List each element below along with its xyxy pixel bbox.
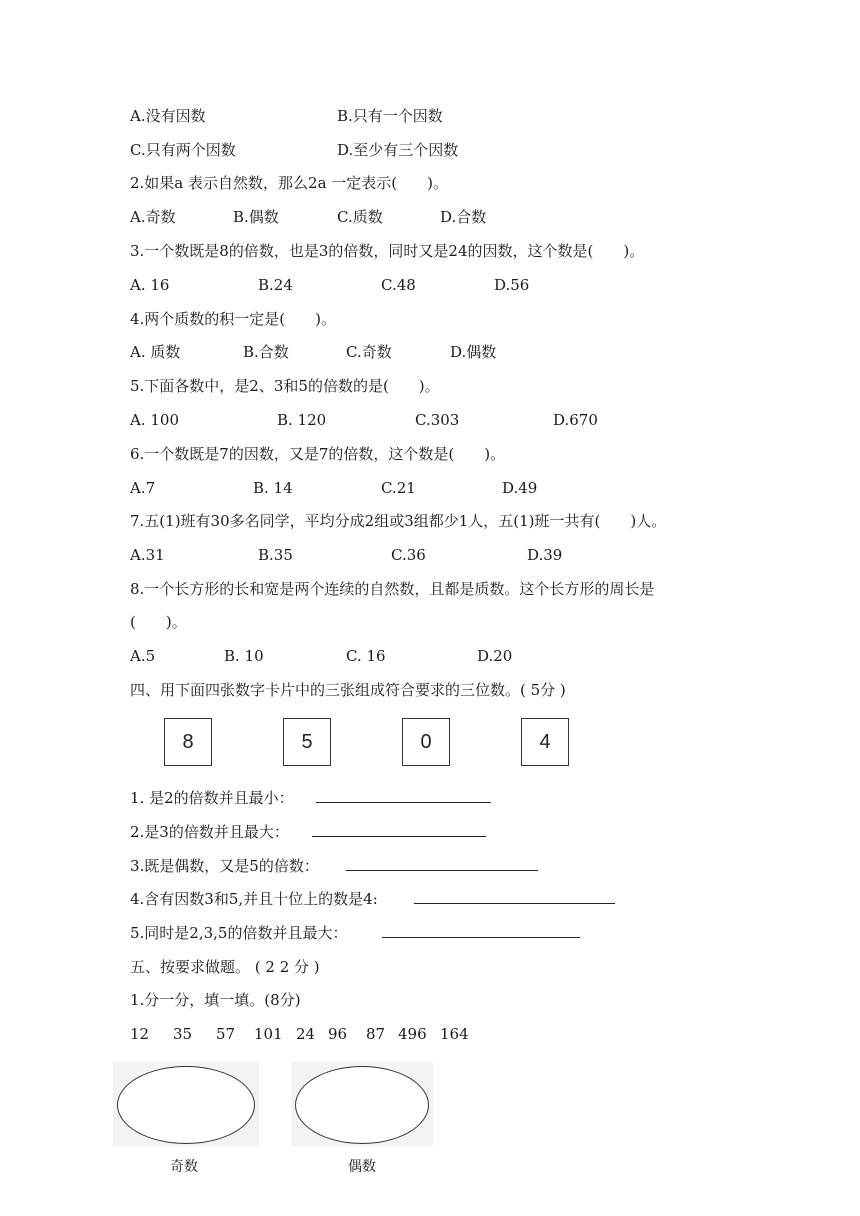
question-8-continued: ( )。 xyxy=(130,613,187,631)
q3-option-c: C.48 xyxy=(381,276,416,294)
q4-option-d: D.偶数 xyxy=(450,343,497,361)
q1-option-c: C.只有两个因数 xyxy=(130,141,236,159)
q1-option-b: B.只有一个因数 xyxy=(337,107,443,125)
number-item: 496 xyxy=(398,1025,427,1043)
q8-option-b: B. 10 xyxy=(224,647,264,665)
section-5-title: 五、按要求做题。 ( 2 2 分 ) xyxy=(130,958,320,976)
q2-option-d: D.合数 xyxy=(440,208,487,226)
digit-card-5: 5 xyxy=(283,718,331,766)
question-4: 4.两个质数的积一定是( )。 xyxy=(130,310,337,328)
number-item: 96 xyxy=(328,1025,348,1043)
q7-option-d: D.39 xyxy=(527,546,563,564)
q5-option-c: C.303 xyxy=(415,411,460,429)
section-4-item-2: 2.是3的倍数并且最大： xyxy=(130,823,289,841)
number-item: 164 xyxy=(440,1025,469,1043)
q7-option-a: A.31 xyxy=(130,546,165,564)
number-item: 12 xyxy=(130,1025,150,1043)
answer-blank-4[interactable] xyxy=(414,903,615,904)
question-7: 7.五(1)班有30多名同学，平均分成2组或3组都少1人，五(1)班一共有( )人。 xyxy=(130,512,667,530)
q1-option-d: D.至少有三个因数 xyxy=(337,141,459,159)
section-4-title: 四、用下面四张数字卡片中的三张组成符合要求的三位数。( 5分 ) xyxy=(130,681,566,699)
even-ellipse[interactable] xyxy=(295,1066,429,1144)
q2-option-b: B.偶数 xyxy=(233,208,279,226)
section-4-item-3: 3.既是偶数，又是5的倍数： xyxy=(130,857,319,875)
question-2: 2.如果a 表示自然数，那么2a 一定表示( )。 xyxy=(130,174,448,192)
q5-option-b: B. 120 xyxy=(277,411,327,429)
q8-option-c: C. 16 xyxy=(346,647,386,665)
q8-option-d: D.20 xyxy=(477,647,513,665)
question-3: 3.一个数既是8的倍数，也是3的倍数，同时又是24的因数，这个数是( )。 xyxy=(130,242,645,260)
number-item: 57 xyxy=(216,1025,236,1043)
answer-blank-5[interactable] xyxy=(382,937,580,938)
q6-option-c: C.21 xyxy=(381,479,416,497)
answer-blank-1[interactable] xyxy=(316,802,491,803)
q2-option-a: A.奇数 xyxy=(130,208,176,226)
q3-option-a: A. 16 xyxy=(130,276,170,294)
number-item: 87 xyxy=(366,1025,386,1043)
question-5: 5.下面各数中，是2、3和5的倍数的是( )。 xyxy=(130,377,440,395)
number-item: 24 xyxy=(296,1025,316,1043)
q1-option-a: A.没有因数 xyxy=(130,107,206,125)
q7-option-c: C.36 xyxy=(391,546,426,564)
number-item: 35 xyxy=(173,1025,193,1043)
question-8: 8.一个长方形的长和宽是两个连续的自然数，且都是质数。这个长方形的周长是 xyxy=(130,580,655,598)
section-4-item-5: 5.同时是2,3,5的倍数并且最大： xyxy=(130,924,348,942)
section-5-subquestion-1: 1.分一分，填一填。(8分) xyxy=(130,991,301,1009)
question-6: 6.一个数既是7的因数，又是7的倍数，这个数是( )。 xyxy=(130,445,506,463)
q4-option-c: C.奇数 xyxy=(346,343,392,361)
q6-option-a: A.7 xyxy=(130,479,156,497)
odd-number-region xyxy=(113,1062,259,1146)
q6-option-b: B. 14 xyxy=(253,479,293,497)
q3-option-b: B.24 xyxy=(258,276,293,294)
section-4-item-4: 4.含有因数3和5,并且十位上的数是4: xyxy=(130,890,378,908)
digit-card-0: 0 xyxy=(402,718,450,766)
digit-card-4: 4 xyxy=(521,718,569,766)
q6-option-d: D.49 xyxy=(502,479,538,497)
q8-option-a: A.5 xyxy=(130,647,156,665)
q4-option-b: B.合数 xyxy=(243,343,289,361)
q2-option-c: C.质数 xyxy=(337,208,383,226)
even-label: 偶数 xyxy=(348,1159,376,1175)
q3-option-d: D.56 xyxy=(494,276,530,294)
section-4-item-1: 1. 是2的倍数并且最小： xyxy=(130,789,294,807)
q7-option-b: B.35 xyxy=(258,546,293,564)
answer-blank-3[interactable] xyxy=(346,870,538,871)
number-item: 101 xyxy=(254,1025,283,1043)
odd-ellipse[interactable] xyxy=(117,1066,255,1144)
q5-option-a: A. 100 xyxy=(130,411,179,429)
even-number-region xyxy=(291,1062,433,1146)
q4-option-a: A. 质数 xyxy=(130,343,181,361)
q5-option-d: D.670 xyxy=(553,411,598,429)
answer-blank-2[interactable] xyxy=(312,836,486,837)
odd-label: 奇数 xyxy=(170,1159,198,1175)
digit-card-8: 8 xyxy=(164,718,212,766)
